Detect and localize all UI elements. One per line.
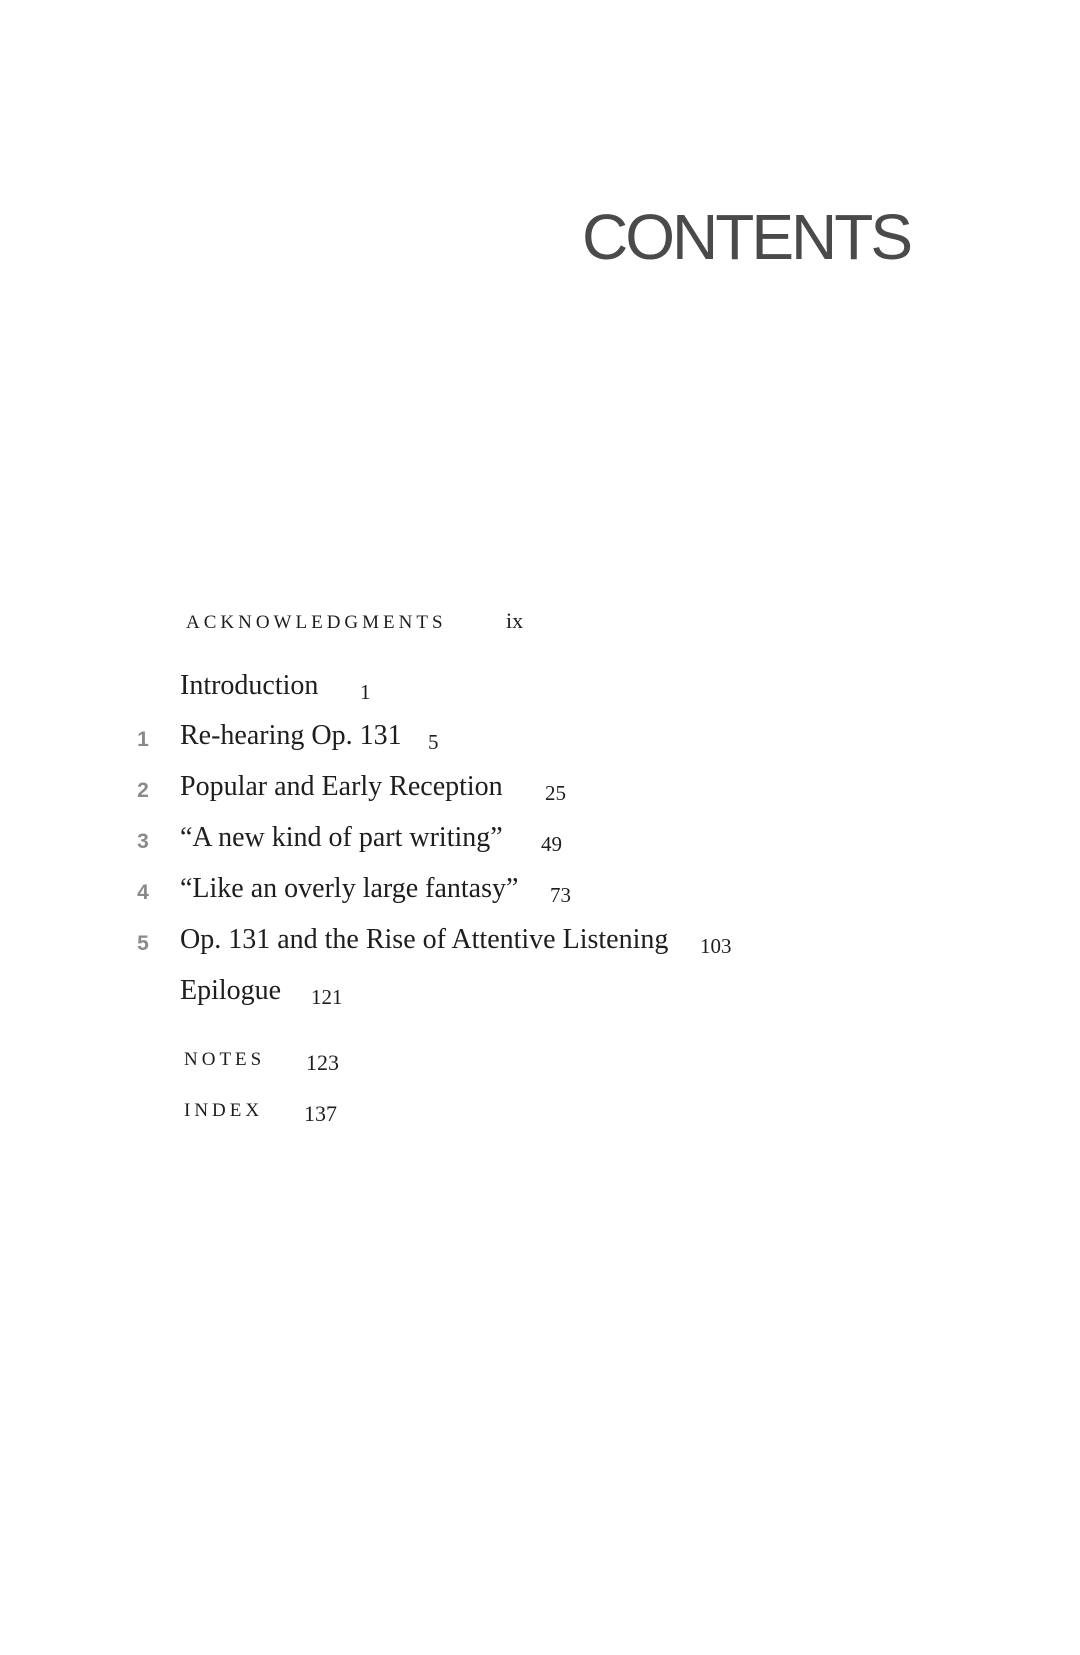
toc-entry-title: “Like an overly large fantasy” (180, 873, 519, 904)
chapter-number: 1 (137, 728, 149, 751)
toc-entry-page: 121 (311, 985, 343, 1009)
page-title: CONTENTS (582, 201, 910, 273)
toc-entry-title: Introduction (180, 670, 319, 701)
acknowledgments-label: ACKNOWLEDGMENTS (186, 612, 447, 633)
toc-entry-page: 5 (428, 730, 439, 754)
acknowledgments-page: ix (506, 608, 524, 633)
chapter-number: 5 (137, 932, 149, 955)
index-label: INDEX (184, 1100, 264, 1121)
toc-entry-page: 103 (700, 934, 732, 958)
toc-entry-title: Epilogue (180, 975, 282, 1006)
chapter-number: 4 (137, 881, 149, 904)
toc-entry-title: Re-hearing Op. 131 (180, 720, 402, 751)
toc-entry-title: “A new kind of part writing” (180, 822, 503, 853)
index-page: 137 (304, 1101, 337, 1126)
toc-entry-page: 1 (360, 680, 371, 704)
toc-entry-page: 25 (545, 781, 566, 805)
chapter-number: 3 (137, 830, 149, 853)
chapter-number: 2 (137, 779, 149, 802)
toc-entry-title: Op. 131 and the Rise of Attentive Listening (180, 924, 669, 955)
notes-page: 123 (306, 1050, 339, 1075)
notes-label: NOTES (184, 1049, 266, 1070)
toc-entry-title: Popular and Early Reception (180, 771, 503, 802)
toc-entry-page: 49 (541, 832, 562, 856)
toc-entry-page: 73 (550, 883, 571, 907)
